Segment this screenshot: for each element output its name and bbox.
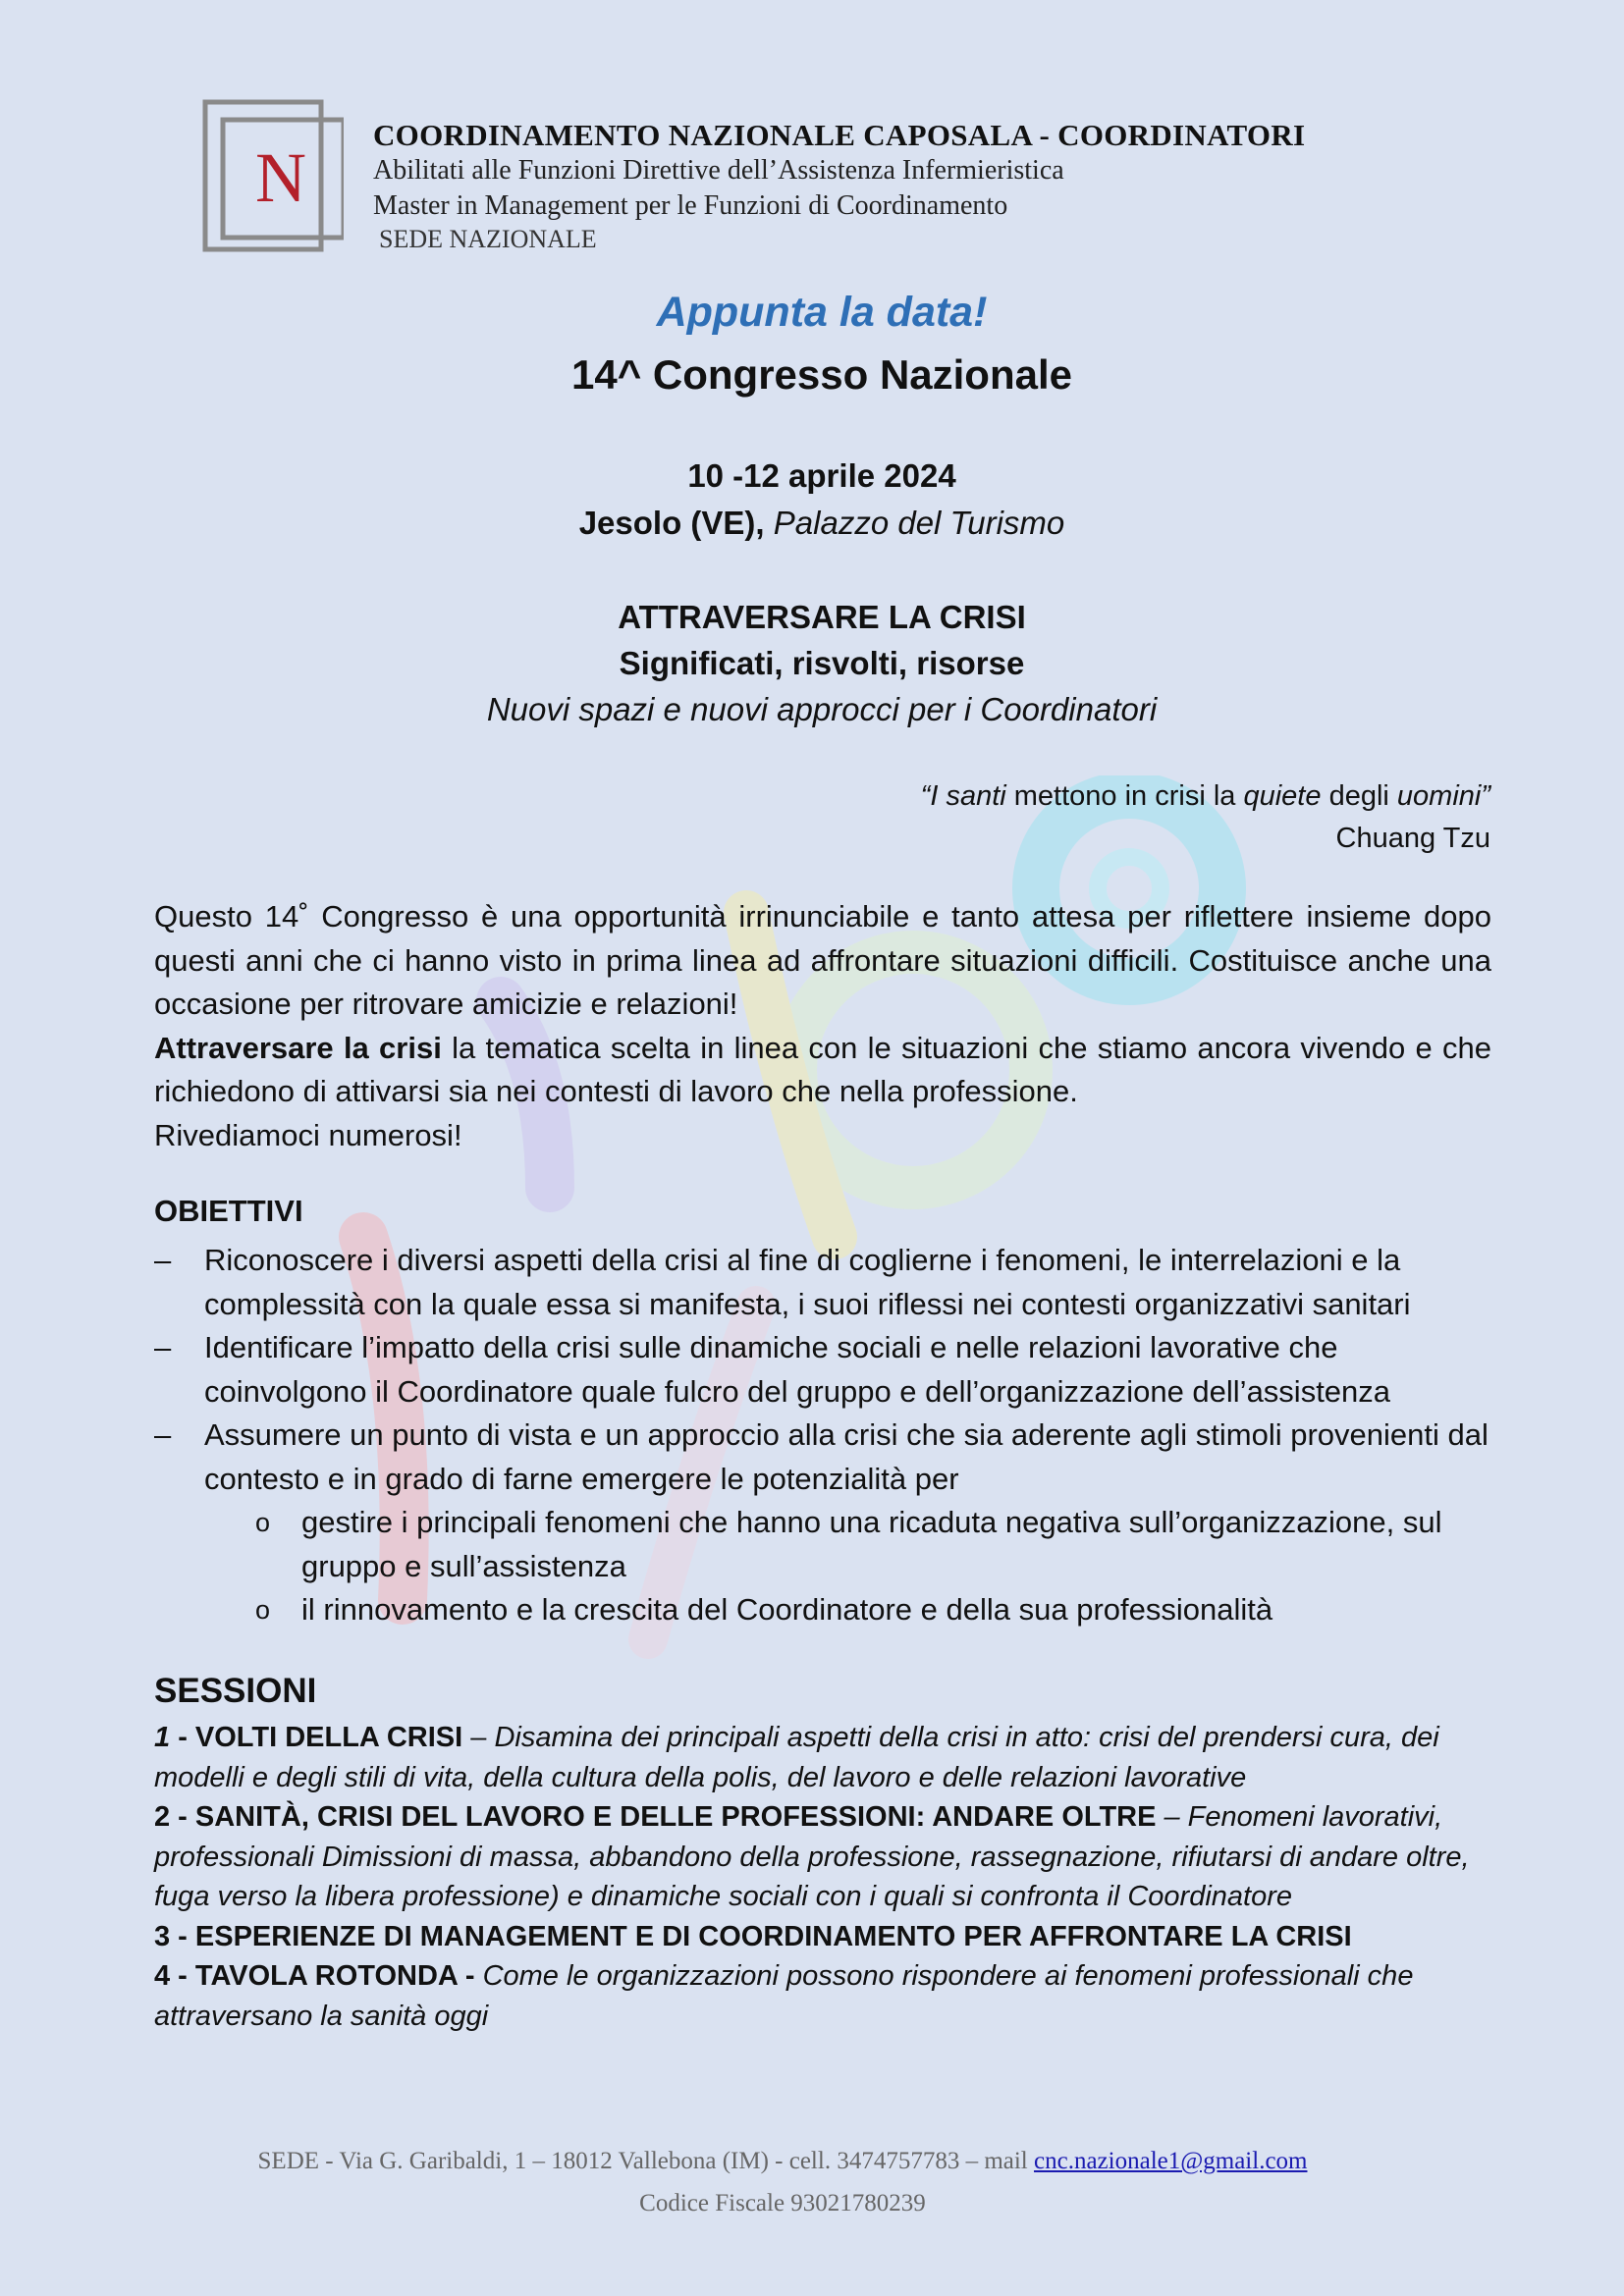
event-theme: ATTRAVERSARE LA CRISI	[618, 599, 1026, 635]
header-line-2: Master in Management per le Funzioni di Coordinamento	[373, 190, 1008, 221]
event-subtitle: Nuovi spazi e nuovi approcci per i Coordinatori	[486, 691, 1158, 727]
event-title: 14^ Congresso Nazionale	[570, 351, 1072, 398]
header-line-1: Abilitati alle Funzioni Direttive dell’Assistenza Infermieristica	[373, 155, 1064, 186]
event-dates: 10 -12 aprile 2024	[687, 457, 956, 494]
intro-paragraph-3: Rivediamoci numerosi!	[154, 1117, 462, 1152]
objective-subitem: o gestire i principali fenomeni che hanno una ricaduta negativa sull’organizzazione, sul gruppo e sull’assistenza	[255, 1505, 1442, 1583]
event-venue: Palazzo del Turismo	[773, 505, 1065, 541]
email-link[interactable]: cnc.nazionale1@gmail.com	[1034, 2148, 1308, 2174]
save-the-date: Appunta la data!	[656, 289, 988, 336]
logo-letter: N	[255, 138, 306, 217]
header-line-3: SEDE NAZIONALE	[379, 225, 597, 253]
footer-fiscal-code: Codice Fiscale 93021780239	[639, 2190, 926, 2216]
objective-item: – Assumere un punto di vista e un approccio alla crisi che sia aderente agli stimoli provenienti dal contesto e in grado di farne emergere le potenzialità per o gestire i principali fenomeni che hanno una ricaduta negativa sull’organizzazione, sul gruppo e sull’assistenza o il rinnovamento e la crescita del Coordinatore e della sua professionalità	[154, 1414, 1491, 1632]
objective-sublist	[204, 1501, 1491, 1632]
event-subtheme: Significati, risvolti, risorse	[619, 645, 1025, 681]
sessions-title: SESSIONI	[154, 1672, 317, 1710]
intro-paragraph-1: Questo 14˚ Congresso è una opportunità irrinunciabile e tanto attesa per riflettere insieme dopo questi anni che ci hanno visto in prima linea ad affrontare situazioni difficili. Costituisce anche una occasione per ritrovare amicizie e relazioni!	[154, 899, 1491, 1021]
quote-text: “I santi mettono in crisi la quiete degli uomini”	[920, 780, 1490, 812]
intro-paragraph-2: Attraversare la crisi la tematica scelta in linea con le situazioni che stiamo ancora vivendo e che richiedono di attivarsi sia nei contesti di lavoro che nella professione.	[154, 1030, 1491, 1108]
intro-text	[154, 895, 1491, 1157]
session-1: 1 - VOLTI DELLA CRISI – Disamina dei principali aspetti della crisi in atto: crisi del prendersi cura, dei modelli e degli stili di vita, della cultura della polis, del lavoro e delle relazioni lavorative	[154, 1722, 1439, 1793]
objective-item: – Riconoscere i diversi aspetti della crisi al fine di coglierne i fenomeni, le interrelazioni e la complessità con la quale essa si manifesta, i suoi riflessi nei contesti organizzativi sanitari	[154, 1243, 1411, 1321]
objectives-title: OBIETTIVI	[154, 1194, 303, 1228]
event-city: Jesolo (VE),	[578, 505, 765, 541]
organization-name: COORDINAMENTO NAZIONALE CAPOSALA - COORDINATORI	[373, 118, 1306, 152]
objective-item: – Identificare l’impatto della crisi sulle dinamiche sociali e nelle relazioni lavorative che coinvolgono il Coordinatore quale fulcro del gruppo e dell’organizzazione dell’assistenza	[154, 1330, 1391, 1409]
session-4: 4 - TAVOLA ROTONDA - Come le organizzazioni possono rispondere ai fenomeni professionali che attraversano la sanità oggi	[154, 1960, 1414, 2032]
quote-author: Chuang Tzu	[1335, 823, 1490, 854]
objectives-list	[154, 1239, 1491, 1632]
header-block	[373, 118, 1305, 255]
footer-address: SEDE - Via G. Garibaldi, 1 – 18012 Vallebona (IM) - cell. 3474757783 – mail cnc.nazionale1@gmail.com	[257, 2148, 1308, 2174]
session-2: 2 - SANITÀ, CRISI DEL LAVORO E DELLE PROFESSIONI: ANDARE OLTRE – Fenomeni lavorativi, professionali Dimissioni di massa, abbandono della professione, rassegnazione, rifiutarsi di andare oltre, fuga verso la libera professione) e dinamiche sociali con i quali si confronta il Coordinatore	[154, 1801, 1470, 1912]
sessions-list	[154, 1718, 1491, 2036]
cnc-logo	[201, 98, 344, 260]
objective-subitem: o il rinnovamento e la crescita del Coordinatore e della sua professionalità	[255, 1592, 1273, 1627]
event-location	[0, 505, 1624, 542]
quote-block	[921, 775, 1490, 860]
session-3: 3 - ESPERIENZE DI MANAGEMENT E DI COORDINAMENTO PER AFFRONTARE LA CRISI	[154, 1920, 1352, 1952]
